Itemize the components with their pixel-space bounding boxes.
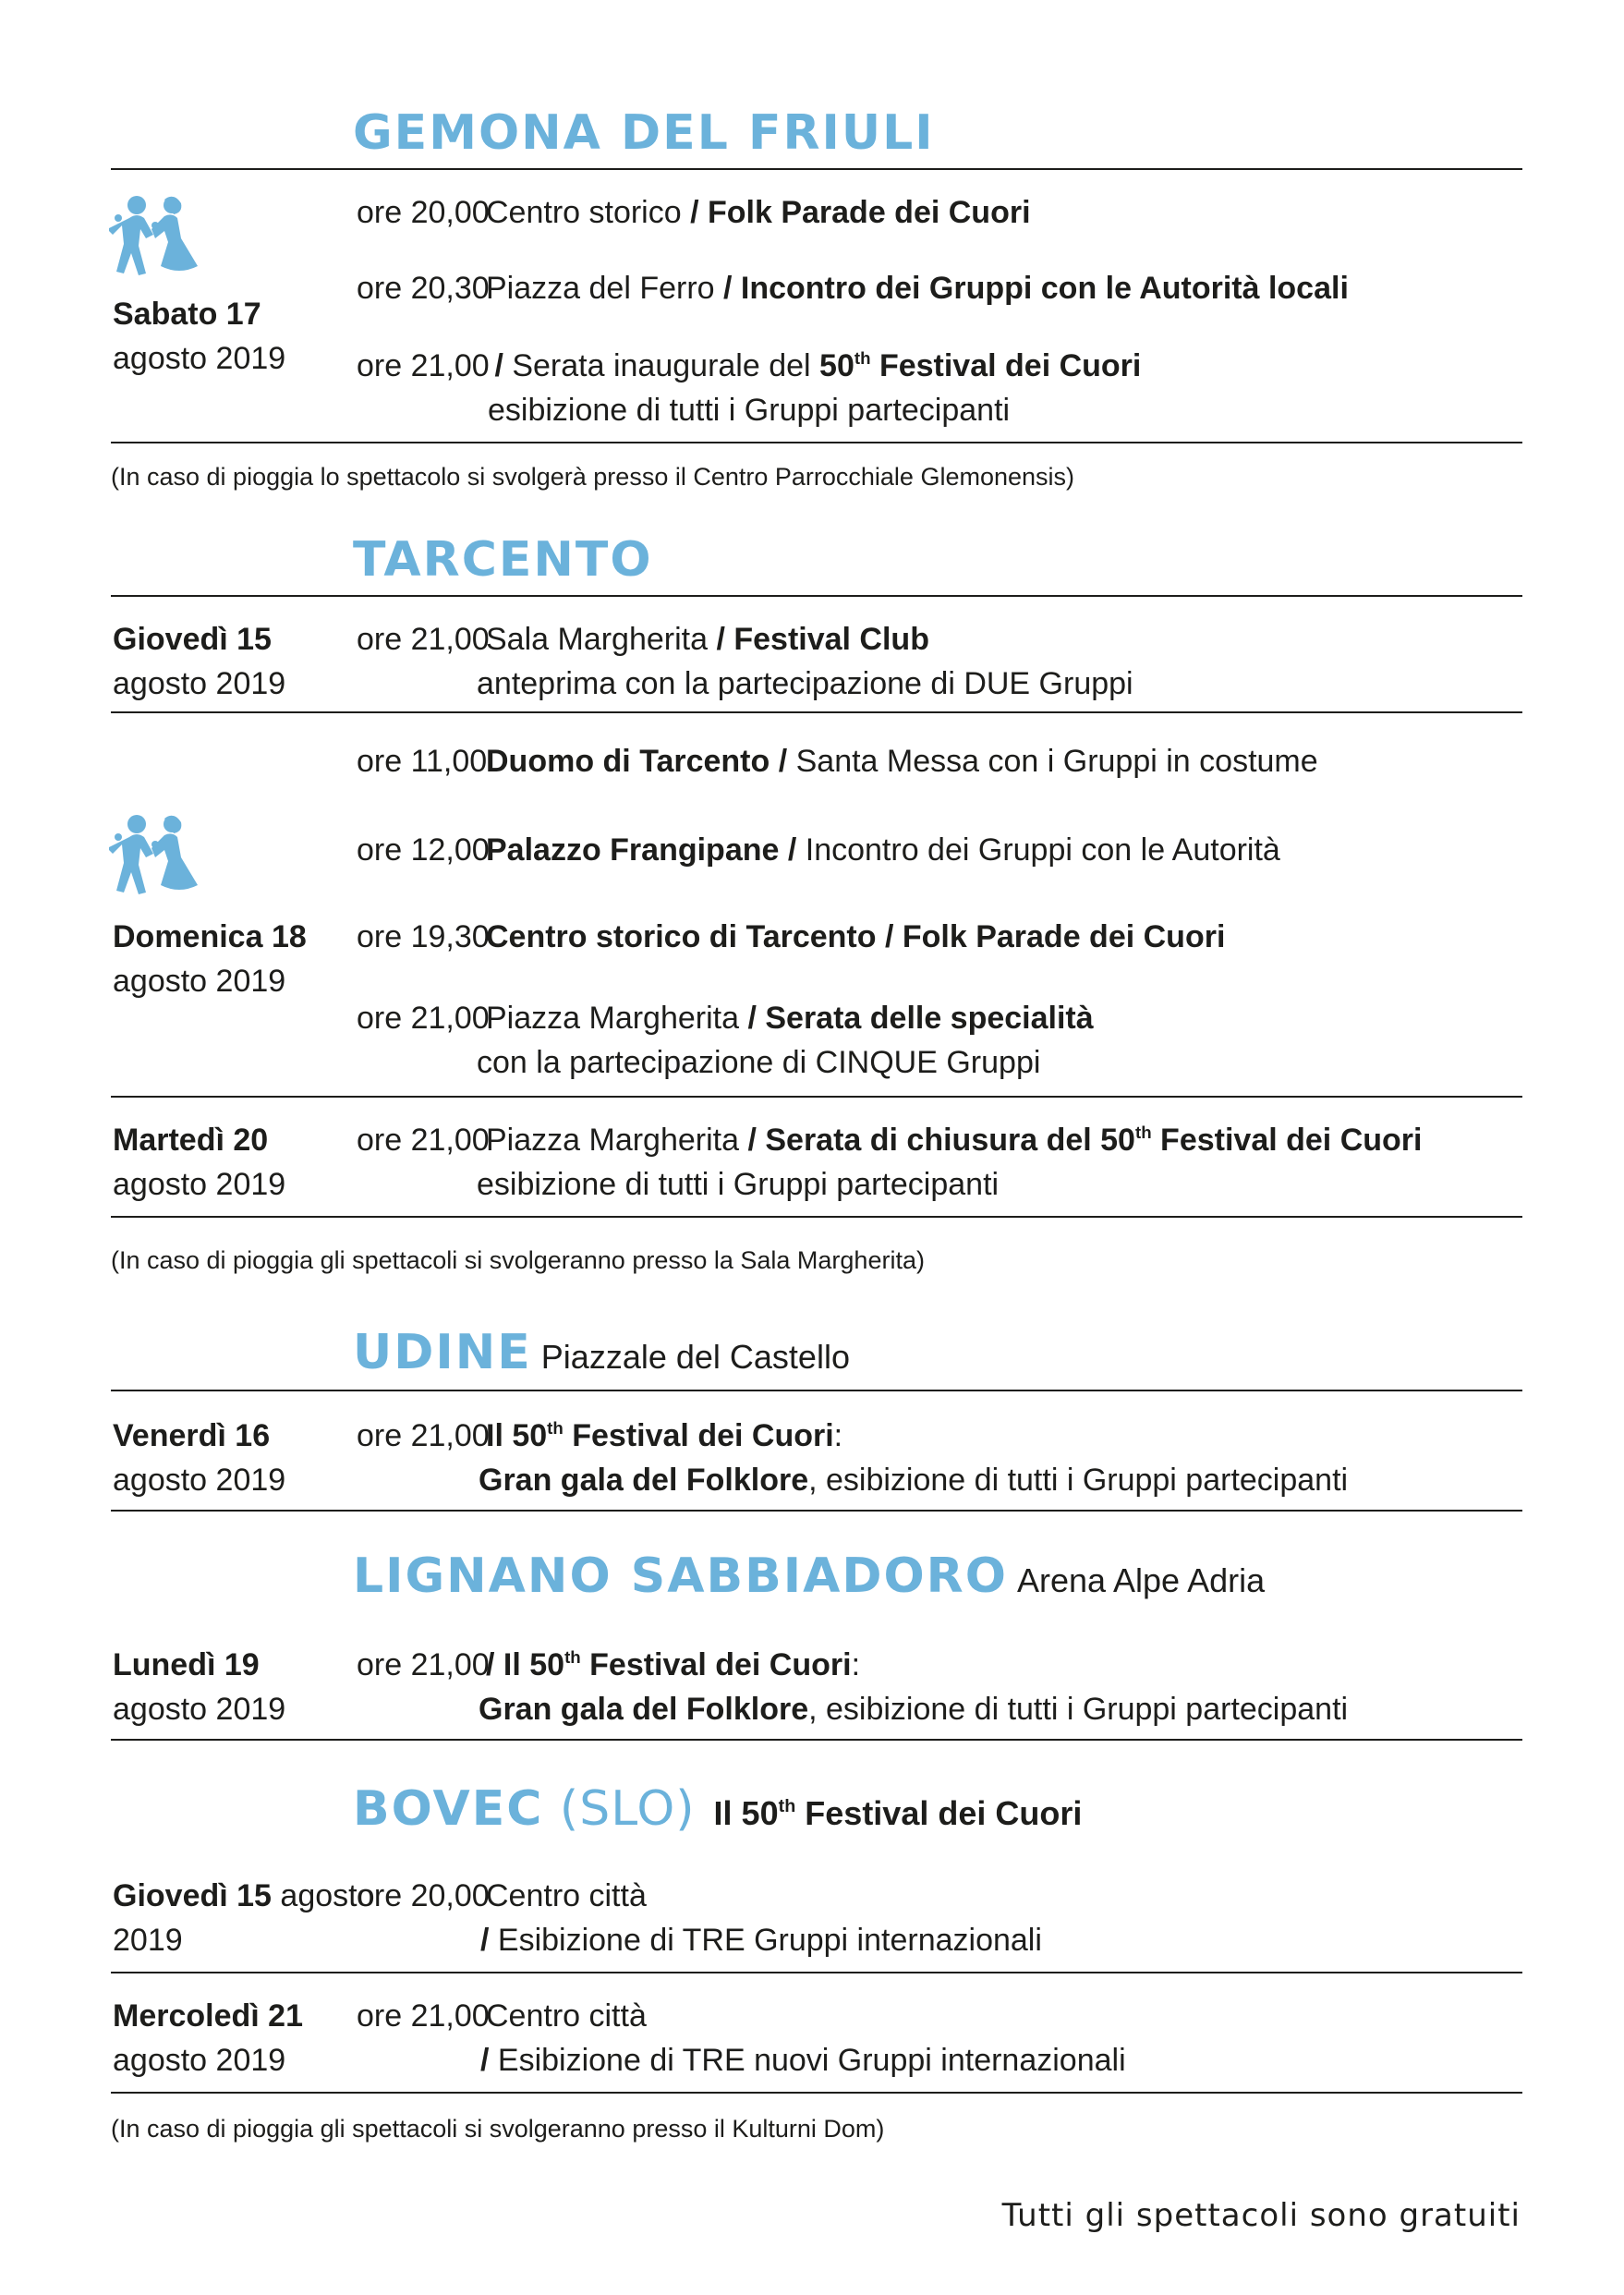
- event-place: Centro città: [486, 1998, 647, 2034]
- event-place: Palazzo Frangipane /: [486, 832, 797, 868]
- event-time: ore 21,00: [357, 1418, 490, 1453]
- event-detail: con la partecipazione di CINQUE Gruppi: [477, 1045, 1041, 1080]
- event-day: Mercoledì 21: [113, 1998, 303, 2034]
- event-day: Venerdì 16: [113, 1418, 271, 1453]
- event-title-bold: Festival dei Cuori: [870, 348, 1142, 383]
- event-detail: con i Gruppi in costume: [979, 744, 1318, 779]
- divider: [111, 442, 1522, 443]
- event-place: Duomo di Tarcento /: [486, 744, 788, 779]
- event-place: Sala Margherita: [486, 622, 709, 657]
- event-row: [357, 190, 1031, 235]
- event-place: Piazza del Ferro: [486, 271, 715, 306]
- event-date: 2019: [113, 1923, 183, 1958]
- dancers-icon: [109, 192, 201, 285]
- event-row: [357, 1994, 1126, 2082]
- event-separator: /: [486, 348, 513, 383]
- event-detail: esibizione di tutti i Gruppi partecipanti: [488, 393, 1011, 428]
- event-date: agosto 2019: [113, 341, 286, 376]
- venue-name: Arena Alpe Adria: [1016, 1561, 1266, 1599]
- event-row: [357, 344, 1141, 432]
- divider: [111, 711, 1522, 713]
- rain-note: (In caso di pioggia lo spettacolo si svolgerà presso il Centro Parrocchiale Glemonensis): [111, 463, 1075, 491]
- divider: [111, 1390, 1522, 1391]
- free-admission-note: Tutti gli spettacoli sono gratuiti: [1001, 2197, 1521, 2234]
- city-title-udine: [353, 1325, 850, 1380]
- event-place: Centro città: [486, 1878, 647, 1913]
- divider: [111, 1510, 1522, 1512]
- divider: [111, 1096, 1522, 1098]
- event-day: Lunedì 19: [113, 1647, 260, 1682]
- event-day: Giovedì 15: [113, 622, 272, 657]
- event-row: [357, 1874, 1042, 1962]
- event-title: Festival dei Cuori: [1151, 1123, 1423, 1158]
- event-time: ore 20,30: [357, 271, 490, 306]
- event-day: Sabato 17: [113, 297, 261, 332]
- event-date: agosto 2019: [113, 964, 286, 999]
- event-row: [357, 915, 1225, 959]
- event-time: ore 20,00: [357, 195, 490, 230]
- venue-name: Piazzale del Castello: [540, 1338, 850, 1376]
- event-place: Centro storico: [486, 195, 682, 230]
- event-time: ore 20,00: [357, 1878, 490, 1913]
- event-row: [357, 1118, 1422, 1207]
- event-row: [357, 1414, 1348, 1502]
- divider: [111, 1739, 1522, 1741]
- ordinal-suffix: th: [547, 1417, 564, 1438]
- event-place: Piazza Margherita: [486, 1001, 740, 1036]
- event-detail: / Esibizione di TRE nuovi Gruppi internazionali: [480, 2043, 1126, 2078]
- event-time: ore 11,00: [357, 744, 488, 779]
- event-title: / Serata delle specialità: [739, 1001, 1094, 1036]
- event-title: Festival dei Cuori: [563, 1418, 834, 1453]
- event-title: Centro storico di Tarcento / Folk Parade dei Cuori: [486, 919, 1226, 954]
- event-time: ore 21,00: [357, 1001, 490, 1036]
- event-row: [357, 739, 1318, 783]
- event-row: [357, 1643, 1348, 1731]
- city-title-tarcento: TARCENTO: [353, 532, 653, 588]
- event-time: ore 21,00: [357, 348, 490, 383]
- event-time: ore 21,00: [357, 1647, 490, 1682]
- event-day: Giovedì 15 agosto: [113, 1878, 375, 1913]
- event-time: ore 19,30: [357, 919, 490, 954]
- event-row: [357, 617, 1133, 706]
- divider: [111, 1972, 1522, 1973]
- event-detail: Gran gala del Folklore, esibizione di tutti i Gruppi partecipanti: [479, 1463, 1349, 1498]
- event-title: / Festival Club: [708, 622, 929, 657]
- event-row: [357, 266, 1349, 310]
- event-title: / Folk Parade dei Cuori: [681, 195, 1031, 230]
- event-date: agosto 2019: [113, 666, 286, 701]
- event-place: Piazza Margherita: [486, 1123, 740, 1158]
- event-time: ore 21,00: [357, 1123, 490, 1158]
- event-time: ore 12,00: [357, 832, 490, 868]
- rain-note: (In caso di pioggia gli spettacoli si svolgeranno presso il Kulturni Dom): [111, 2115, 885, 2143]
- event-title: / Il 50: [486, 1647, 565, 1682]
- divider: [111, 1216, 1522, 1218]
- event-time: ore 21,00: [357, 622, 490, 657]
- event-title: / Serata di chiusura del 50: [739, 1123, 1135, 1158]
- event-title: Santa Messa: [787, 744, 980, 779]
- event-title: Serata inaugurale del: [512, 348, 820, 383]
- city-name: UDINE: [353, 1325, 532, 1380]
- city-title-lignano: [353, 1548, 1266, 1604]
- event-detail: esibizione di tutti i Gruppi partecipanti: [477, 1167, 1000, 1202]
- ordinal-suffix: th: [854, 347, 871, 368]
- ordinal-suffix: th: [1134, 1122, 1152, 1142]
- dancers-icon: [109, 811, 201, 904]
- event-day: Domenica 18: [113, 919, 307, 954]
- festival-name: Il 50th Festival dei Cuori: [713, 1794, 1083, 1832]
- event-detail: / Esibizione di TRE Gruppi internazionali: [480, 1923, 1042, 1958]
- event-date: agosto 2019: [113, 1692, 286, 1727]
- event-title: Incontro dei Gruppi con le Autorità: [796, 832, 1280, 868]
- divider: [111, 2092, 1522, 2094]
- event-time: ore 21,00: [357, 1998, 490, 2034]
- event-date: agosto 2019: [113, 1463, 286, 1498]
- country-code: (SLO): [543, 1781, 696, 1837]
- divider: [111, 595, 1522, 597]
- ordinal-suffix: th: [564, 1646, 581, 1667]
- colon: :: [833, 1418, 843, 1453]
- event-detail: anteprima con la partecipazione di DUE Gruppi: [477, 666, 1133, 701]
- event-day: Martedì 20: [113, 1123, 269, 1158]
- city-name: BOVEC: [353, 1781, 544, 1837]
- city-title-bovec: [353, 1781, 1083, 1837]
- event-date: agosto 2019: [113, 2043, 286, 2078]
- city-name: LIGNANO SABBIADORO: [353, 1548, 1008, 1604]
- event-title: Il 50: [486, 1418, 548, 1453]
- event-row: [357, 996, 1094, 1085]
- event-detail: Gran gala del Folklore, esibizione di tutti i Gruppi partecipanti: [479, 1692, 1349, 1727]
- divider: [111, 168, 1522, 170]
- event-title: / Incontro dei Gruppi con le Autorità locali: [714, 271, 1349, 306]
- city-title-gemona: GEMONA DEL FRIULI: [353, 105, 935, 161]
- colon: :: [851, 1647, 861, 1682]
- event-date: agosto 2019: [113, 1167, 286, 1202]
- rain-note: (In caso di pioggia gli spettacoli si svolgeranno presso la Sala Margherita): [111, 1246, 925, 1274]
- event-title-bold: 50: [819, 348, 854, 383]
- event-title: Festival dei Cuori: [580, 1647, 852, 1682]
- event-row: [357, 828, 1280, 872]
